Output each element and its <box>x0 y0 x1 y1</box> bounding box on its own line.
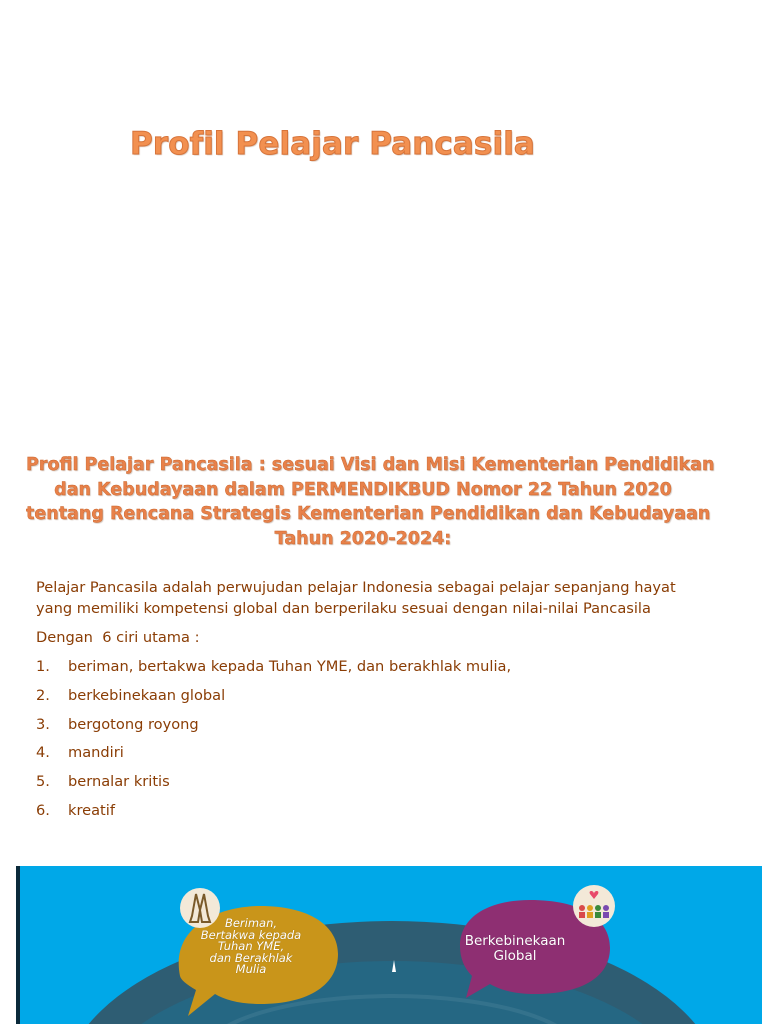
list-number: 5. <box>36 773 50 791</box>
infographic-image <box>16 866 762 1024</box>
bubble-line: Global <box>493 948 537 964</box>
bubble-line: Tuhan YME, <box>217 939 285 953</box>
bubble-line: dan Berakhlak <box>209 950 293 965</box>
list-number: 2. <box>36 686 50 704</box>
traits-list <box>36 656 511 829</box>
bubble-line: Beriman, <box>224 916 278 930</box>
list-item <box>36 742 511 771</box>
bubble-line: Bertakwa kepada <box>200 927 302 942</box>
list-item-text: berkebinekaan global <box>68 686 226 704</box>
list-item <box>36 714 511 743</box>
infographic-graphic <box>20 866 762 1024</box>
list-item-text: bernalar kritis <box>68 773 170 791</box>
list-item <box>36 800 511 829</box>
bubble-line: Mulia <box>235 962 267 976</box>
list-item-text: kreatif <box>68 801 115 819</box>
right-bubble-label <box>450 934 580 964</box>
list-item-text: mandiri <box>68 744 124 762</box>
people-group-icon <box>573 885 615 927</box>
list-item <box>36 656 511 685</box>
heading-line: Profil Pelajar Pancasila : sesuai Visi dan Misi Kementerian Pendidikan <box>26 455 715 475</box>
traits-intro: Dengan 6 ciri utama : <box>36 629 200 646</box>
left-bubble-label <box>176 918 326 976</box>
list-number: 3. <box>36 715 50 733</box>
list-number: 4. <box>36 744 50 762</box>
list-number: 6. <box>36 801 50 819</box>
section-heading <box>26 453 715 551</box>
heading-line: Tahun 2020-2024: <box>274 528 452 549</box>
bubble-line: Berkebinekaan <box>464 933 566 949</box>
heading-line: dan Kebudayaan dalam PERMENDIKBUD Nomor 22 Tahun 2020 <box>54 479 672 500</box>
list-number: 1. <box>36 658 50 675</box>
list-item <box>36 771 511 800</box>
list-item-text: bergotong royong <box>68 715 199 733</box>
heading-line: tentang Rencana Strategis Kementerian Pendidikan dan Kebudayaan <box>26 504 711 524</box>
list-item-text: beriman, bertakwa kepada Tuhan YME, dan berakhlak mulia, <box>68 658 512 675</box>
intro-line: Pelajar Pancasila adalah perwujudan pelajar Indonesia sebagai pelajar sepanjang hayat <box>36 579 676 596</box>
intro-paragraph <box>36 577 756 619</box>
intro-line: yang memiliki kompetensi global dan berperilaku sesuai dengan nilai-nilai Pancasila <box>36 600 651 617</box>
list-item <box>36 685 511 714</box>
page-title: Profil Pelajar Pancasila <box>130 126 535 162</box>
